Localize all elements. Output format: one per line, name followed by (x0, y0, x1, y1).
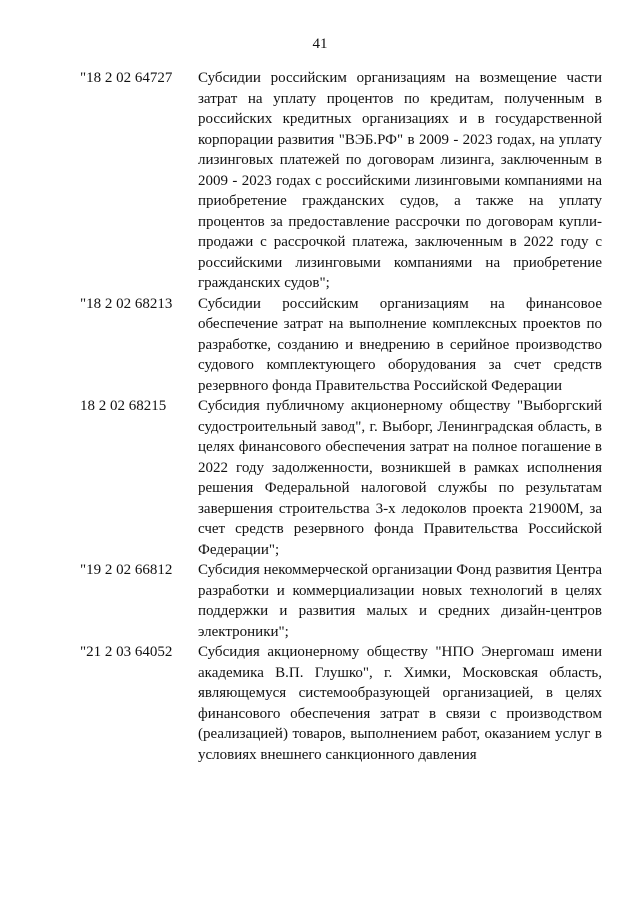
entry-description: Субсидия некоммерческой организации Фонд развития Центра разработки и коммерциализации новых технологий в целях поддержки и развития малых и средних дизайн-центров электроники"; (198, 562, 602, 640)
list-item (80, 642, 602, 765)
entry-description: Субсидия акционерному обществу "НПО Энергомаш имени академика В.П. Глушко", г. Химки, Московская область, являющемуся системообразующей организацией, в целях финансового обеспечения затрат в связи с производством (реализацией) товаров, выполнением работ, оказанием услуг в условиях внешнего санкционного давления (198, 644, 602, 763)
list-item (80, 396, 602, 560)
budget-code: "21 2 03 64052 (80, 644, 173, 660)
budget-code: "18 2 02 68213 (80, 295, 173, 312)
budget-code-list (80, 68, 602, 765)
budget-code: "19 2 02 66812 (80, 562, 173, 578)
entry-description: Субсидия публичному акционерному обществу "Выборгский судостроительный завод", г. Выборг, Ленинградская область, в целях финансового обеспечения затрат на полное погашение в 2022 году задолженности, возникшей в рамках исполнения решения Федеральной налоговой службы по результатам завершения строительства 3-х ледоколов проекта 21900М, за счет средств резервного фонда Правительства Российской Федерации"; (198, 398, 602, 558)
list-item (80, 294, 602, 397)
budget-code: 18 2 02 68215 (80, 398, 167, 414)
entry-description: Субсидии российским организациям на финансовое обеспечение затрат на выполнение комплексных проектов по разработке, созданию и внедрению в серийное производство судового комплектующего оборудования за счет средств резервного фонда Правительства Российской Федерации (198, 295, 602, 394)
entry-description: Субсидии российским организациям на возмещение части затрат на уплату процентов по кредитам, полученным в российских кредитных организациях и в государственной корпорации развития "ВЭБ.РФ" в 2009 - 2023 годах, на уплату лизинговых платежей по договорам лизинга, заключенным в 2009 - 2023 годах с российскими лизинговыми компаниями на приобретение гражданских судов, а также на уплату процентов за предоставление рассрочки по договорам купли-продажи с рассрочкой платежа, заключенным в 2022 году с российскими лизинговыми компаниями на приобретение гражданских судов"; (198, 70, 602, 291)
list-item (80, 68, 602, 294)
budget-code: "18 2 02 64727 (80, 70, 173, 86)
list-item (80, 560, 602, 642)
page-number: 41 (312, 36, 328, 52)
